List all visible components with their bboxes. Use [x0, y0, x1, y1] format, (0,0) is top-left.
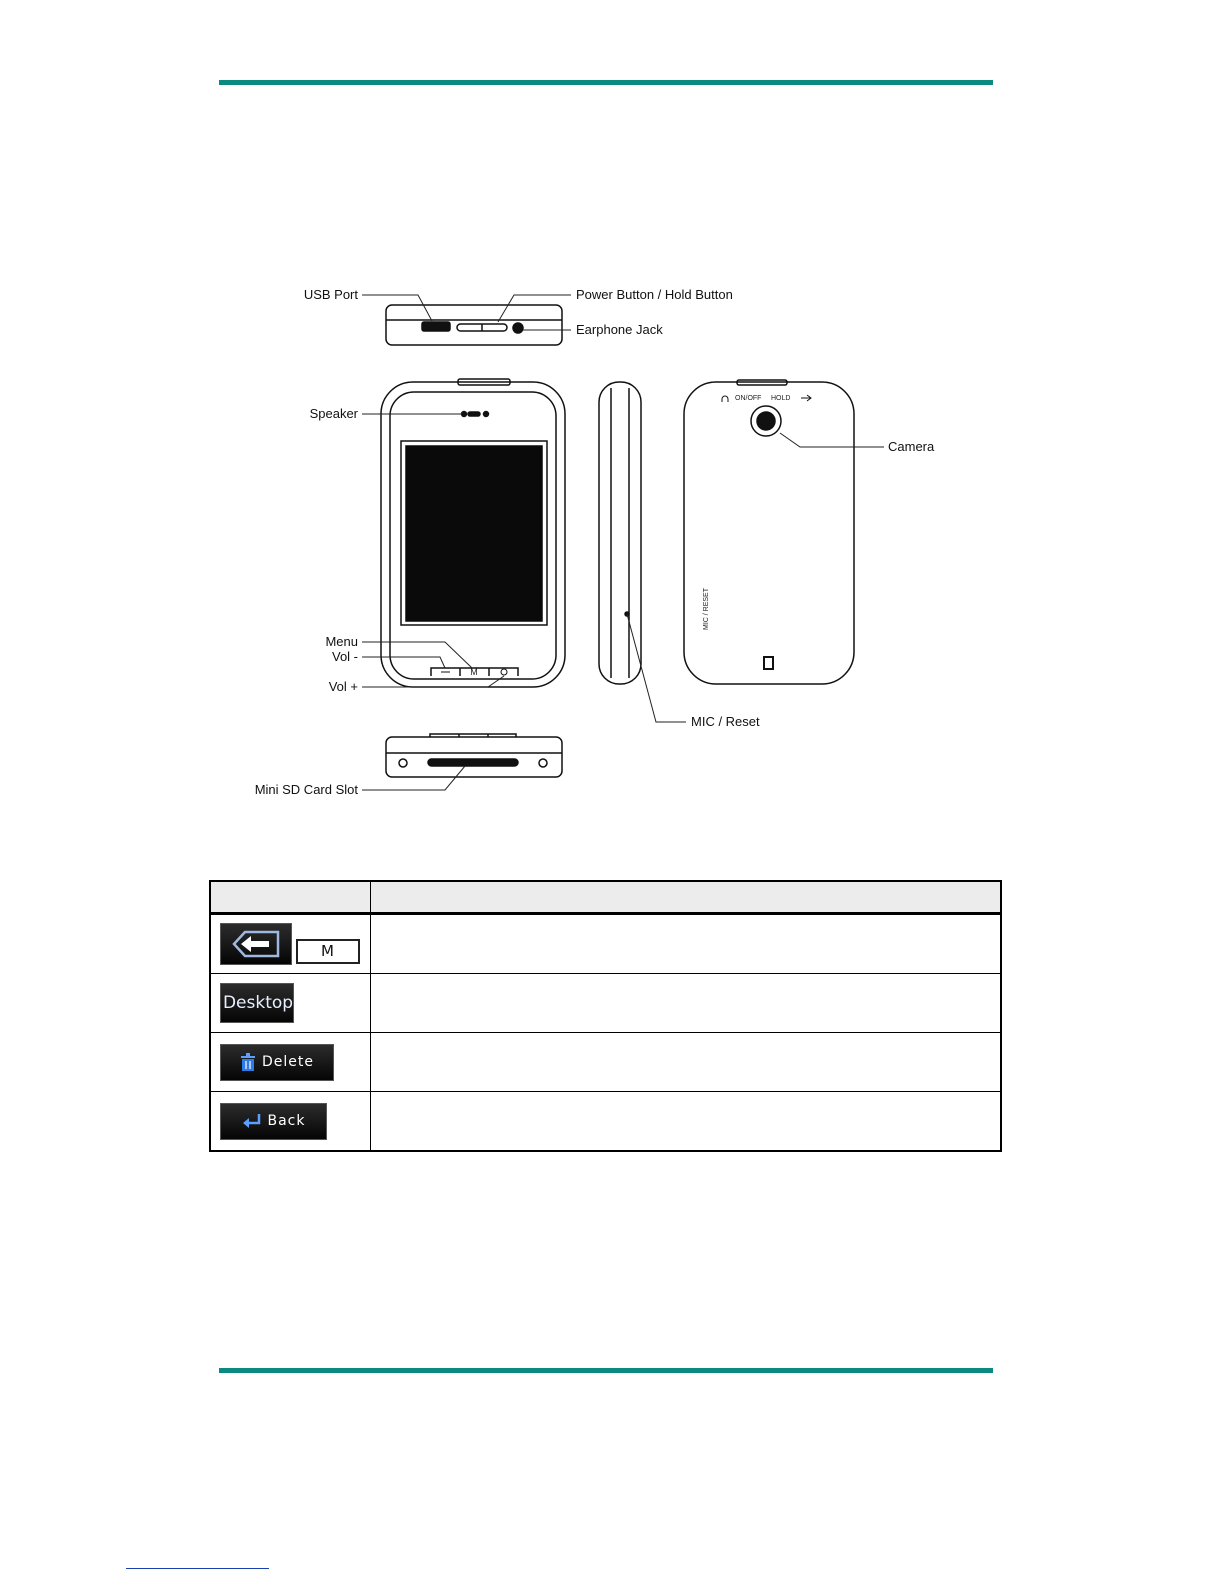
- usb-port-label: USB Port: [303, 287, 358, 302]
- delete-button-image: [220, 1044, 334, 1081]
- back-view: [684, 380, 854, 684]
- side-view: [599, 382, 641, 684]
- screen: [406, 446, 542, 621]
- on-off-print: ON/OFF: [735, 395, 762, 402]
- back-button-image: [220, 1103, 327, 1140]
- footer-link-underline: [126, 1568, 269, 1569]
- front-view: [381, 379, 565, 687]
- table-cell-description: [371, 974, 1002, 1033]
- table-cell-icon: [210, 974, 371, 1033]
- desktop-button-label: Desktop: [222, 993, 294, 1013]
- table-row: [210, 1033, 1001, 1092]
- footer-rule: [219, 1368, 993, 1373]
- table-cell-icon: [210, 1092, 371, 1152]
- vol-plus-label: Vol +: [328, 679, 358, 694]
- table-cell-description: [371, 1033, 1002, 1092]
- trash-icon: [240, 1053, 256, 1071]
- table-cell-description: [371, 1092, 1002, 1152]
- table-header-icon: [210, 881, 371, 914]
- camera-label: Camera: [888, 439, 935, 454]
- table-cell-description: [371, 914, 1002, 974]
- table-row: [210, 1092, 1001, 1152]
- mic-reset-label: MIC / Reset: [691, 714, 760, 729]
- table-cell-icon: [210, 1033, 371, 1092]
- return-arrow-icon: [242, 1113, 262, 1129]
- table-row: [210, 974, 1001, 1033]
- vol-minus-label: Vol -: [331, 649, 358, 664]
- earphone-jack-label: Earphone Jack: [576, 322, 663, 337]
- speaker-label: Speaker: [309, 406, 358, 421]
- button-table: [209, 880, 1002, 1152]
- menu-m-button-image: M: [296, 939, 360, 964]
- table-header-description: [371, 881, 1002, 914]
- back-button-label: Back: [267, 1113, 306, 1129]
- menu-glyph: M: [470, 667, 478, 677]
- top-view: [386, 305, 562, 345]
- mini-sd-label: Mini SD Card Slot: [254, 782, 358, 797]
- back-arrow-icon: [231, 929, 281, 959]
- power-button-label: Power Button / Hold Button: [576, 287, 733, 302]
- menu-label: Menu: [325, 634, 358, 649]
- table-row: [210, 914, 1001, 974]
- mic-reset-print: MIC / RESET: [703, 587, 710, 630]
- delete-button-label: Delete: [262, 1054, 314, 1070]
- table-cell-icon: [210, 914, 371, 974]
- hold-print: HOLD: [771, 395, 791, 402]
- table-header-row: [210, 881, 1001, 914]
- bottom-view: [386, 734, 562, 777]
- back-arrow-button-image: [220, 923, 292, 965]
- desktop-button-image: [220, 983, 294, 1023]
